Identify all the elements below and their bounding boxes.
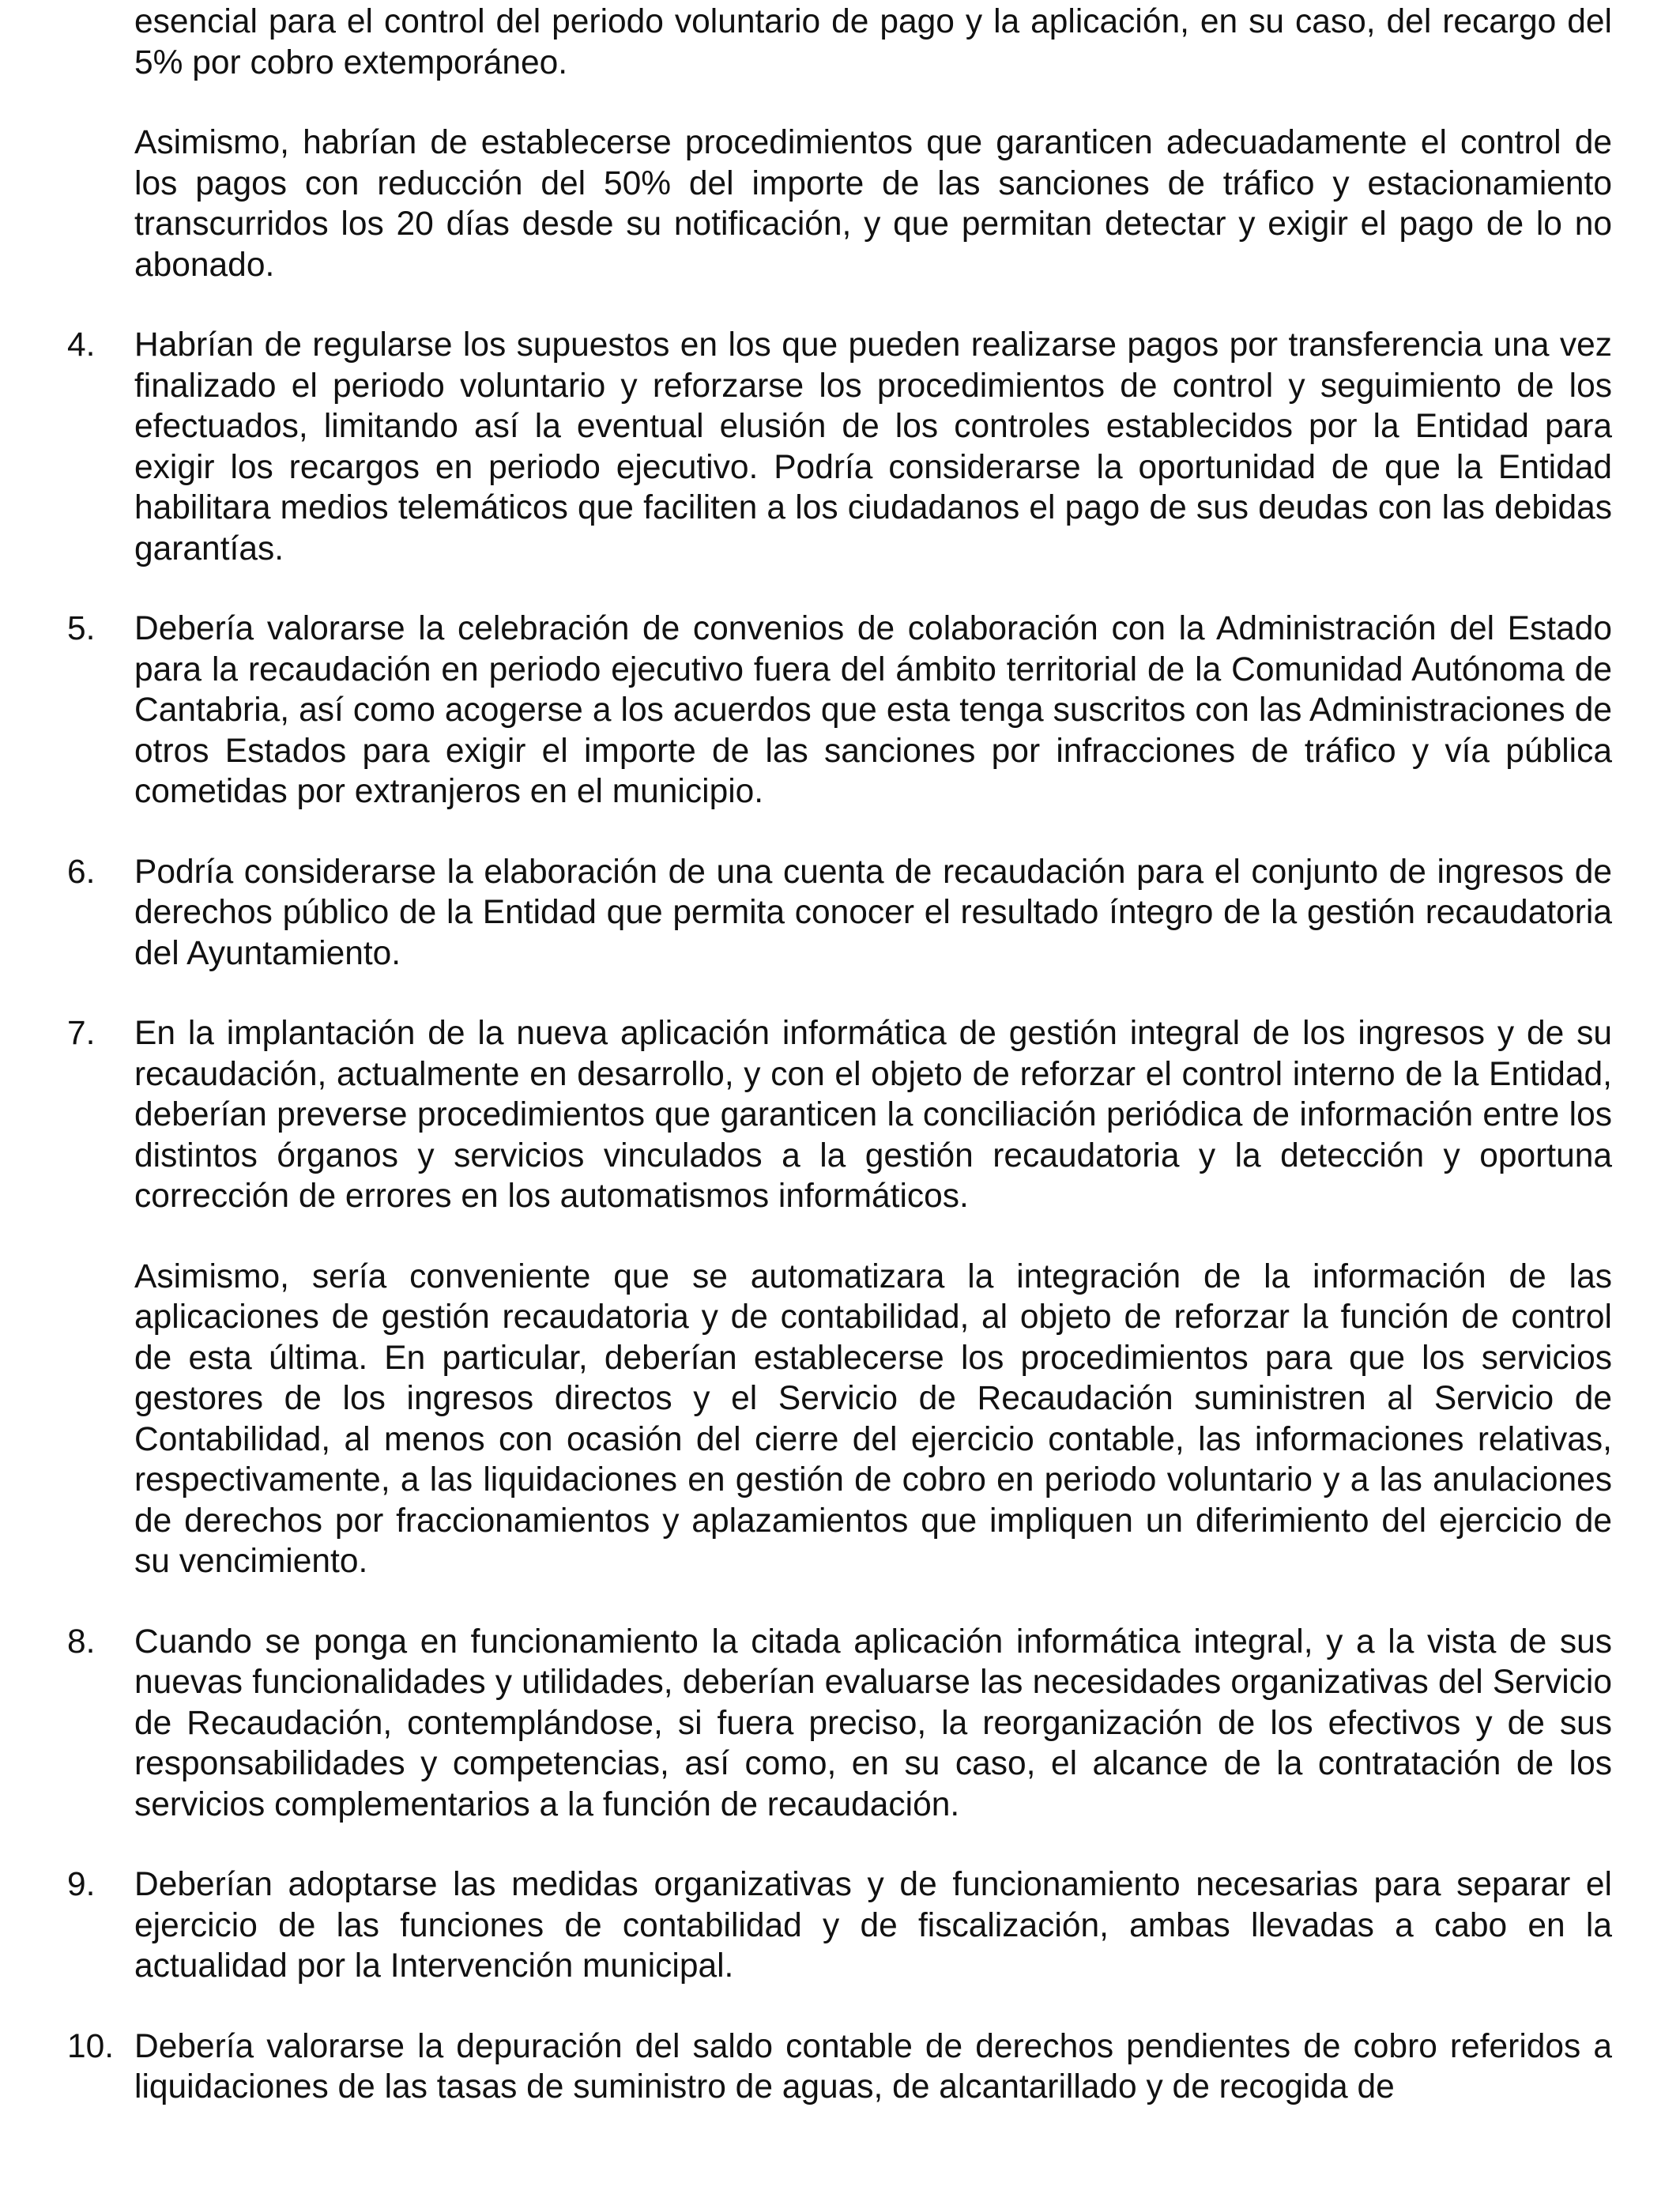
list-item-text: En la implantación de la nueva aplicación informática de gestión integral de los ingresos y de su recaudación, actualmente en desarrollo, y con el objeto de reforzar el control interno de la Entidad, deberían preverse procedimientos que garanticen la conciliación periódica de información entre los distintos órganos y servicios vinculados a la gestión recaudatoria y la detección y oportuna corrección de errores en los automatismos informáticos. bbox=[134, 1015, 1612, 1215]
list-item-text: Asimismo, sería conveniente que se automatizara la integración de la información de las aplicaciones de gestión recaudatoria y de contabilidad, al objeto de reforzar la función de control de esta última. En particular, deberían establecerse los procedimientos para que los servicios gestores de los ingresos directos y el Servicio de Recaudación suministren al Servicio de Contabilidad, al menos con ocasión del cierre del ejercicio contable, las informaciones relativas, respectivamente, a las liquidaciones en gestión de cobro en periodo voluntario y a las anulaciones de derechos por fraccionamientos y aplazamientos que impliquen un diferimiento del ejercicio de su vencimiento. bbox=[134, 1257, 1612, 1580]
list-item bbox=[67, 2026, 1612, 2108]
list-item bbox=[67, 325, 1612, 569]
list-item-text: Podría considerarse la elaboración de una cuenta de recaudación para el conjunto de ingresos de derechos público de la Entidad que permita conocer el resultado íntegro de la gestión recaudatoria del Ayuntamiento. bbox=[134, 853, 1612, 972]
list-item-number: 7. bbox=[67, 1015, 96, 1052]
list-item-text: Deberían adoptarse las medidas organizativas y de funcionamiento necesarias para separar el ejercicio de las funciones de contabilidad y de fiscalización, ambas llevadas a cabo en la actualidad por la Intervención municipal. bbox=[134, 1866, 1612, 1985]
list-item bbox=[67, 1864, 1612, 1987]
list-item-number: 6. bbox=[67, 853, 96, 891]
intro-paragraph: esencial para el control del periodo voluntario de pago y la aplicación, en su caso, del recargo del 5% por cobro extemporáneo. bbox=[134, 3, 1612, 81]
document-body bbox=[67, 2, 1612, 2147]
list-item-text: Habrían de regularse los supuestos en los que pueden realizarse pagos por transferencia una vez finalizado el periodo voluntario y reforzarse los procedimientos de control y seguimiento de los efectuados, limitando así la eventual elusión de los controles establecidos por la Entidad para exigir los recargos en periodo ejecutivo. Podría considerarse la oportunidad de que la Entidad habilitara medios telemáticos que faciliten a los ciudadanos el pago de sus deudas con las debidas garantías. bbox=[134, 326, 1612, 567]
list-item-number: 9. bbox=[67, 1866, 96, 1903]
list-item-text: Debería valorarse la celebración de convenios de colaboración con la Administración del Estado para la recaudación en periodo ejecutivo fuera del ámbito territorial de la Comunidad Autónoma de Cantabria, así como acogerse a los acuerdos que esta tenga suscritos con las Administraciones de otros Estados para exigir el importe de las sanciones por infracciones de tráfico y vía pública cometidas por extranjeros en el municipio. bbox=[134, 610, 1612, 810]
list-item-text: Cuando se ponga en funcionamiento la citada aplicación informática integral, y a la vista de sus nuevas funcionalidades y utilidades, deberían evaluarse las necesidades organizativas del Servicio de Recaudación, contemplándose, si fuera preciso, la reorganización de los efectivos y de sus responsabilidades y competencias, así como, en su caso, el alcance de la contratación de los servicios complementarios a la función de recaudación. bbox=[134, 1623, 1612, 1823]
list-item bbox=[67, 852, 1612, 974]
list-item bbox=[67, 1013, 1612, 1582]
list-item-text: Debería valorarse la depuración del saldo contable de derechos pendientes de cobro referidos a liquidaciones de las tasas de suministro de aguas, de alcantarillado y de recogida de bbox=[134, 2027, 1612, 2105]
list-item-number: 4. bbox=[67, 326, 96, 364]
list-item bbox=[67, 609, 1612, 812]
list-item-number: 10. bbox=[67, 2027, 115, 2065]
list-item bbox=[67, 1622, 1612, 1826]
list-item-number: 5. bbox=[67, 610, 96, 647]
intro-paragraph: Asimismo, habrían de establecerse procedimientos que garanticen adecuadamente el control de los pagos con reducción del 50% del importe de las sanciones de tráfico y estacionamiento transcurridos los 20 días desde su notificación, y que permitan detectar y exigir el pago de lo no abonado. bbox=[134, 124, 1612, 284]
list-item-number: 8. bbox=[67, 1623, 96, 1661]
